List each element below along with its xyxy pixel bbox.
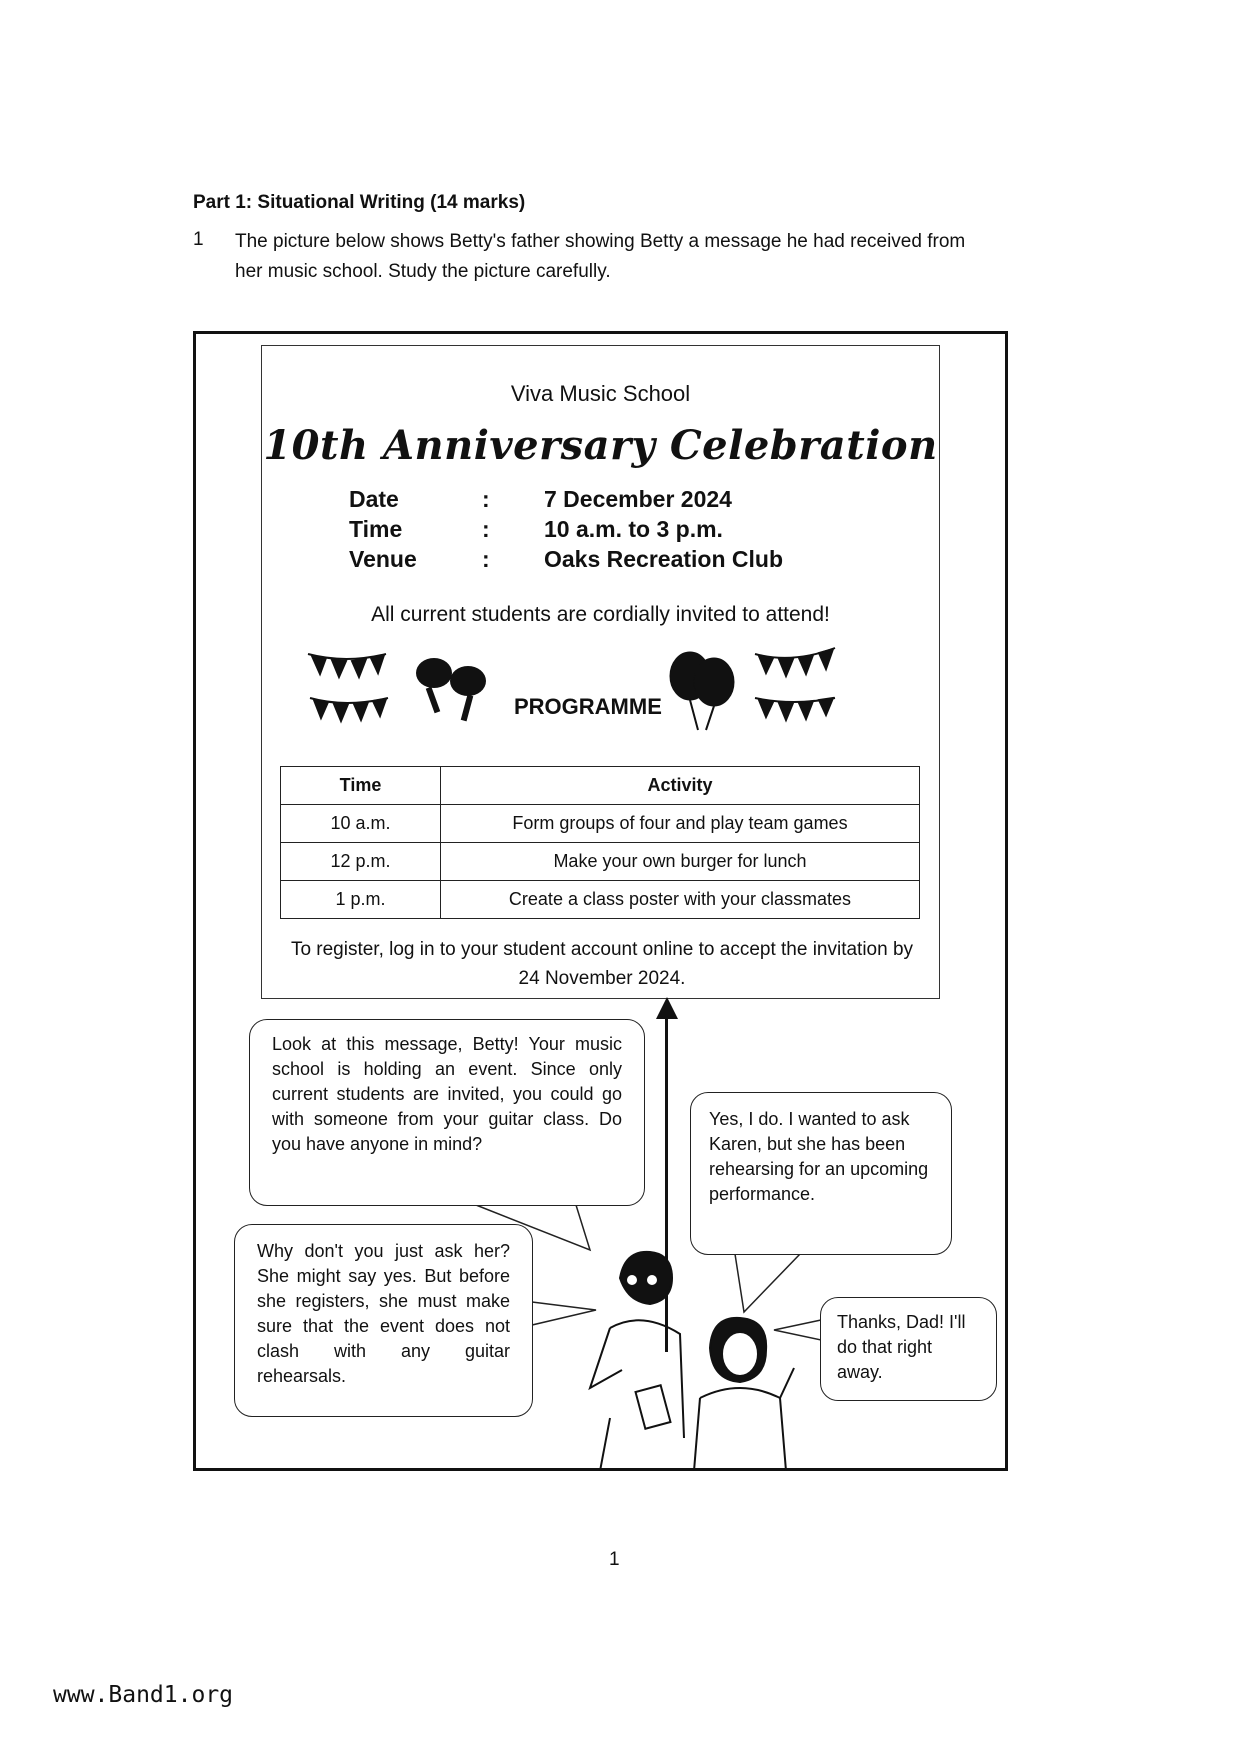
- table-cell: Create a class poster with your classmates: [441, 881, 920, 919]
- detail-colon: :: [482, 546, 490, 572]
- detail-colon: :: [482, 486, 490, 512]
- part-title: Part 1: Situational Writing (14 marks): [193, 192, 526, 213]
- speech-bubble-betty-2: Thanks, Dad! I'll do that right away.: [820, 1297, 997, 1401]
- table-header: Time: [281, 767, 441, 805]
- detail-colon: :: [482, 516, 490, 542]
- detail-value: Oaks Recreation Club: [544, 546, 784, 572]
- table-cell: Form groups of four and play team games: [441, 805, 920, 843]
- detail-value: 7 December 2024: [544, 486, 732, 512]
- invite-text: All current students are cordially invited to attend!: [371, 603, 830, 626]
- speech-bubble-betty-1: Yes, I do. I wanted to ask Karen, but she has been rehearsing for an upcoming performance.: [690, 1092, 952, 1255]
- table-cell: 1 p.m.: [281, 881, 441, 919]
- page-number: 1: [609, 1549, 620, 1570]
- table-cell: 10 a.m.: [281, 805, 441, 843]
- school-name: Viva Music School: [510, 381, 691, 406]
- speech-bubble-father-1: Look at this message, Betty! Your music school is holding an event. Since only current students are invited, you could go with someone from your guitar class. Do you have anyone in mind?: [249, 1019, 645, 1206]
- programme-title: PROGRAMME: [514, 694, 662, 719]
- register-instructions: To register, log in to your student account online to accept the invitation by 24 November 2024.: [290, 939, 914, 989]
- table-header: Activity: [441, 767, 920, 805]
- detail-label: Date: [349, 486, 399, 512]
- question-text: The picture below shows Betty's father showing Betty a message he had received from her music school. Study the picture carefully.: [235, 231, 966, 282]
- event-headline: 10th Anniversary Celebration: [263, 422, 938, 469]
- detail-label: Time: [349, 516, 403, 542]
- watermark: www.Band1.org: [53, 1682, 234, 1708]
- detail-label: Venue: [349, 546, 417, 572]
- table-cell: 12 p.m.: [281, 843, 441, 881]
- table-cell: Make your own burger for lunch: [441, 843, 920, 881]
- father-and-daughter-illustration: [580, 1238, 830, 1471]
- speech-bubble-father-2: Why don't you just ask her? She might say yes. But before she registers, she must make sure that the event does not clash with any guitar rehearsals.: [234, 1224, 533, 1417]
- detail-value: 10 a.m. to 3 p.m.: [544, 516, 723, 542]
- question-number: 1: [193, 229, 204, 250]
